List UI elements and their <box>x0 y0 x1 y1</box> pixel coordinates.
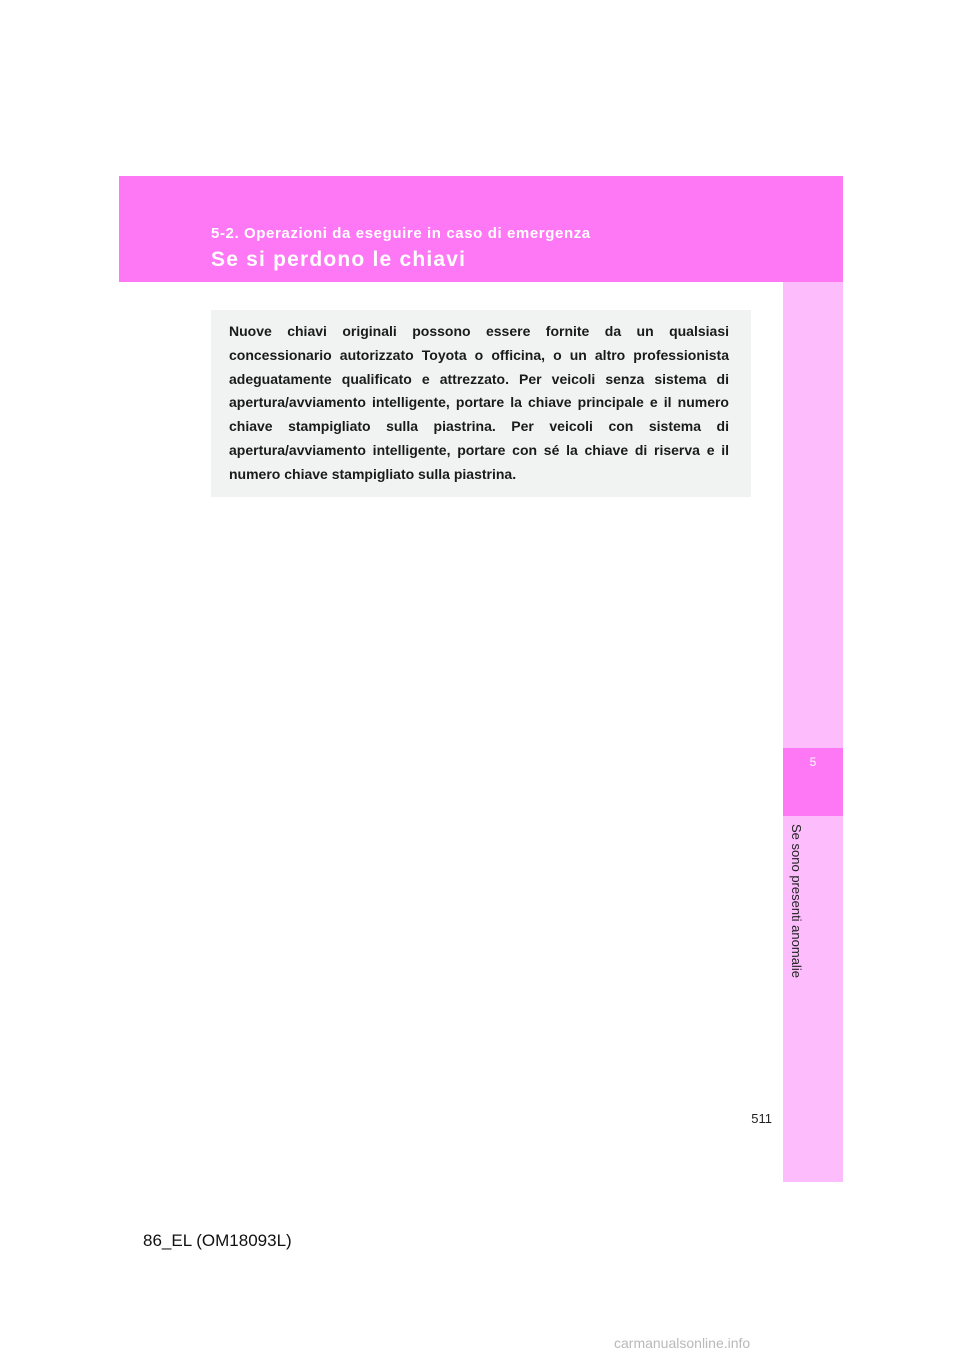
page-number: 511 <box>751 1111 772 1126</box>
document-code: 86_EL (OM18093L) <box>143 1231 292 1250</box>
page-header <box>119 176 843 282</box>
chapter-title: Se sono presenti anomalie <box>789 824 804 978</box>
chapter-number: 5 <box>809 755 817 769</box>
page-title: Se si perdono le chiavi <box>211 248 467 271</box>
watermark-text[interactable]: carmanualsonline.info <box>614 1335 751 1351</box>
note-text: Nuove chiavi originali possono essere fornite da un qualsiasi concessionario autorizzato Toyota o officina, o un altro professionista adeguatamente qualificato e attrezzato. Per veicoli senza sistema di apertura/avviamento intelligente, portare la chiave principale e il numero chiave stampigliato sulla piastrina. Per veicoli con sistema di apertura/avviamento intelligente, portare con sé la chiave di riserva e il numero chiave stampigliato sulla piastrina. <box>229 323 729 482</box>
section-heading: 5-2. Operazioni da eseguire in caso di emergenza <box>211 225 591 242</box>
chapter-number-block <box>783 748 843 816</box>
note-box <box>211 310 751 497</box>
chapter-side-tab <box>783 282 843 1182</box>
